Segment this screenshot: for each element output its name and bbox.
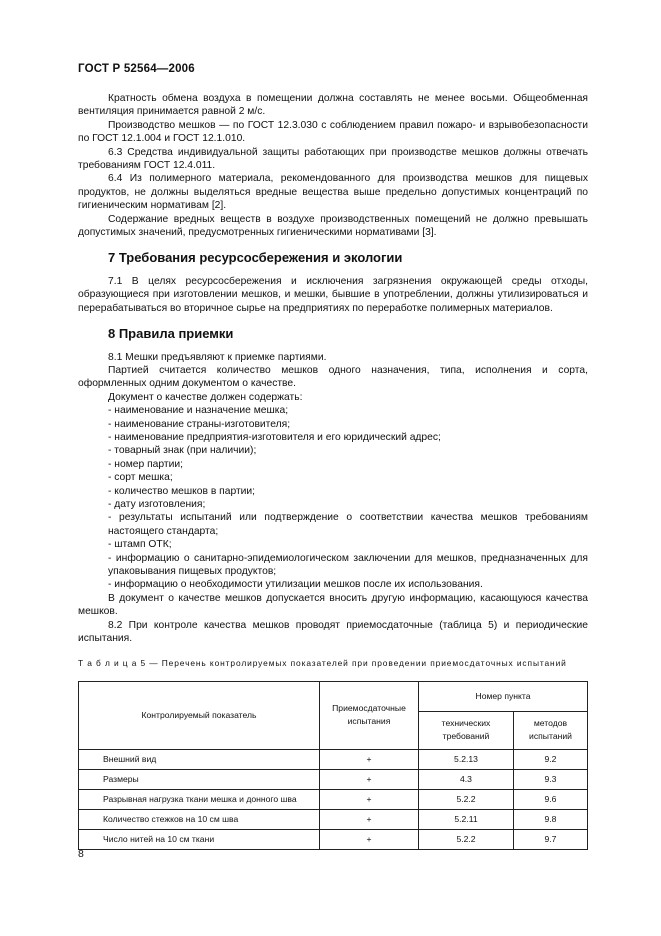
- paragraph: Документ о качестве должен содержать:: [108, 391, 303, 403]
- paragraph: Производство мешков — по ГОСТ 12.3.030 с соблюдением правил пожаро- и взрывобезопасности по ГОСТ 12.1.004 и ГОСТ 12.1.010.: [78, 119, 588, 145]
- document-contents-list: [78, 404, 588, 592]
- cell-indicator: Внешний вид: [79, 749, 320, 769]
- header-indicator: Контролируемый показатель: [79, 681, 320, 749]
- header-tech-req: технических требований: [419, 711, 514, 749]
- table-row: [79, 769, 588, 789]
- cell-method: 9.6: [514, 789, 588, 809]
- list-item: - номер партии;: [108, 458, 183, 470]
- acceptance-tests-table: [78, 681, 588, 850]
- section-8-heading: 8 Правила приемки: [108, 326, 234, 342]
- cell-indicator: Количество стежков на 10 см шва: [79, 809, 320, 829]
- cell-mark: +: [320, 829, 419, 849]
- cell-tech: 4.3: [419, 769, 514, 789]
- list-item: - количество мешков в партии;: [108, 485, 256, 497]
- cell-method: 9.3: [514, 769, 588, 789]
- paragraph: 8.1 Мешки предъявляют к приемке партиями.: [108, 351, 327, 363]
- cell-method: 9.7: [514, 829, 588, 849]
- list-item: - товарный знак (при наличии);: [108, 445, 257, 457]
- paragraph: Партией считается количество мешков одного назначения, типа, исполнения и сорта, оформленных одним документом о качестве.: [78, 364, 588, 390]
- paragraph: Кратность обмена воздуха в помещении должна составлять не менее восьми. Общеобменная вентиляция принимается равной 2 м/с.: [78, 93, 588, 118]
- table-caption: Т а б л и ц а 5 — Перечень контролируемых показателей при проведении приемосдаточных испытаний: [78, 658, 567, 669]
- paragraph: 7.1 В целях ресурсосбережения и исключения загрязнения окружающей среды отходы, образующиеся при изготовлении мешков, и мешки, бывшие в употреблении, должны утилизироваться и перерабатываться во вторичное сырье на предприятиях по переработке полимерных материалов.: [78, 275, 588, 314]
- table-row: [79, 829, 588, 849]
- cell-method: 9.8: [514, 809, 588, 829]
- list-item: - дату изготовления;: [108, 498, 206, 510]
- list-item: - наименование предприятия-изготовителя и его юридический адрес;: [108, 431, 441, 443]
- cell-indicator: Разрывная нагрузка ткани мешка и донного шва: [79, 789, 320, 809]
- paragraph: 8.2 При контроле качества мешков проводят приемосдаточные (таблица 5) и периодические испытания.: [78, 619, 588, 645]
- table-row: [79, 789, 588, 809]
- paragraph: 6.3 Средства индивидуальной защиты работающих при производстве мешков должны отвечать требованиям ГОСТ 12.4.011.: [78, 146, 588, 172]
- cell-mark: +: [320, 789, 419, 809]
- list-item: - штамп ОТК;: [108, 539, 172, 551]
- cell-mark: +: [320, 809, 419, 829]
- list-item: - наименование и назначение мешка;: [108, 405, 289, 417]
- cell-indicator: Число нитей на 10 см ткани: [79, 829, 320, 849]
- list-item: - информацию о санитарно-эпидемиологическом заключении для мешков, предназначенных для упаковывания пищевых продуктов;: [108, 552, 588, 577]
- paragraph: Содержание вредных веществ в воздухе производственных помещений не должно превышать допустимых значений, предусмотренных гигиеническими нормативами [3].: [78, 213, 588, 239]
- cell-method: 9.2: [514, 749, 588, 769]
- header-test-methods: методов испытаний: [514, 711, 588, 749]
- paragraph: 6.4 Из полимерного материала, рекомендованного для производства мешков для пищевых продуктов, не должны выделяться вредные вещества выше предельно допустимых концентраций по гигиеническим нормативам [2].: [78, 173, 588, 212]
- paragraph: В документ о качестве мешков допускается вносить другую информацию, касающуюся качества мешков.: [78, 592, 588, 618]
- table-row: [79, 749, 588, 769]
- list-item: - наименование страны-изготовителя;: [108, 418, 291, 430]
- header-acceptance: Приемосдаточные испытания: [320, 681, 419, 749]
- list-item: - сорт мешка;: [108, 472, 173, 484]
- cell-indicator: Размеры: [79, 769, 320, 789]
- cell-mark: +: [320, 749, 419, 769]
- cell-tech: 5.2.13: [419, 749, 514, 769]
- header-item-number: Номер пункта: [419, 681, 588, 711]
- cell-mark: +: [320, 769, 419, 789]
- page-number: 8: [78, 848, 84, 860]
- cell-tech: 5.2.2: [419, 789, 514, 809]
- cell-tech: 5.2.11: [419, 809, 514, 829]
- document-body: [78, 92, 588, 850]
- section-7-heading: 7 Требования ресурсосбережения и экологии: [108, 250, 403, 266]
- list-item: - информацию о необходимости утилизации мешков после их использования.: [108, 579, 483, 591]
- document-header: ГОСТ Р 52564—2006: [78, 63, 195, 75]
- list-item: - результаты испытаний или подтверждение о соответствии качества мешков требованиям настоящего стандарта;: [108, 512, 588, 537]
- table-row: [79, 809, 588, 829]
- cell-tech: 5.2.2: [419, 829, 514, 849]
